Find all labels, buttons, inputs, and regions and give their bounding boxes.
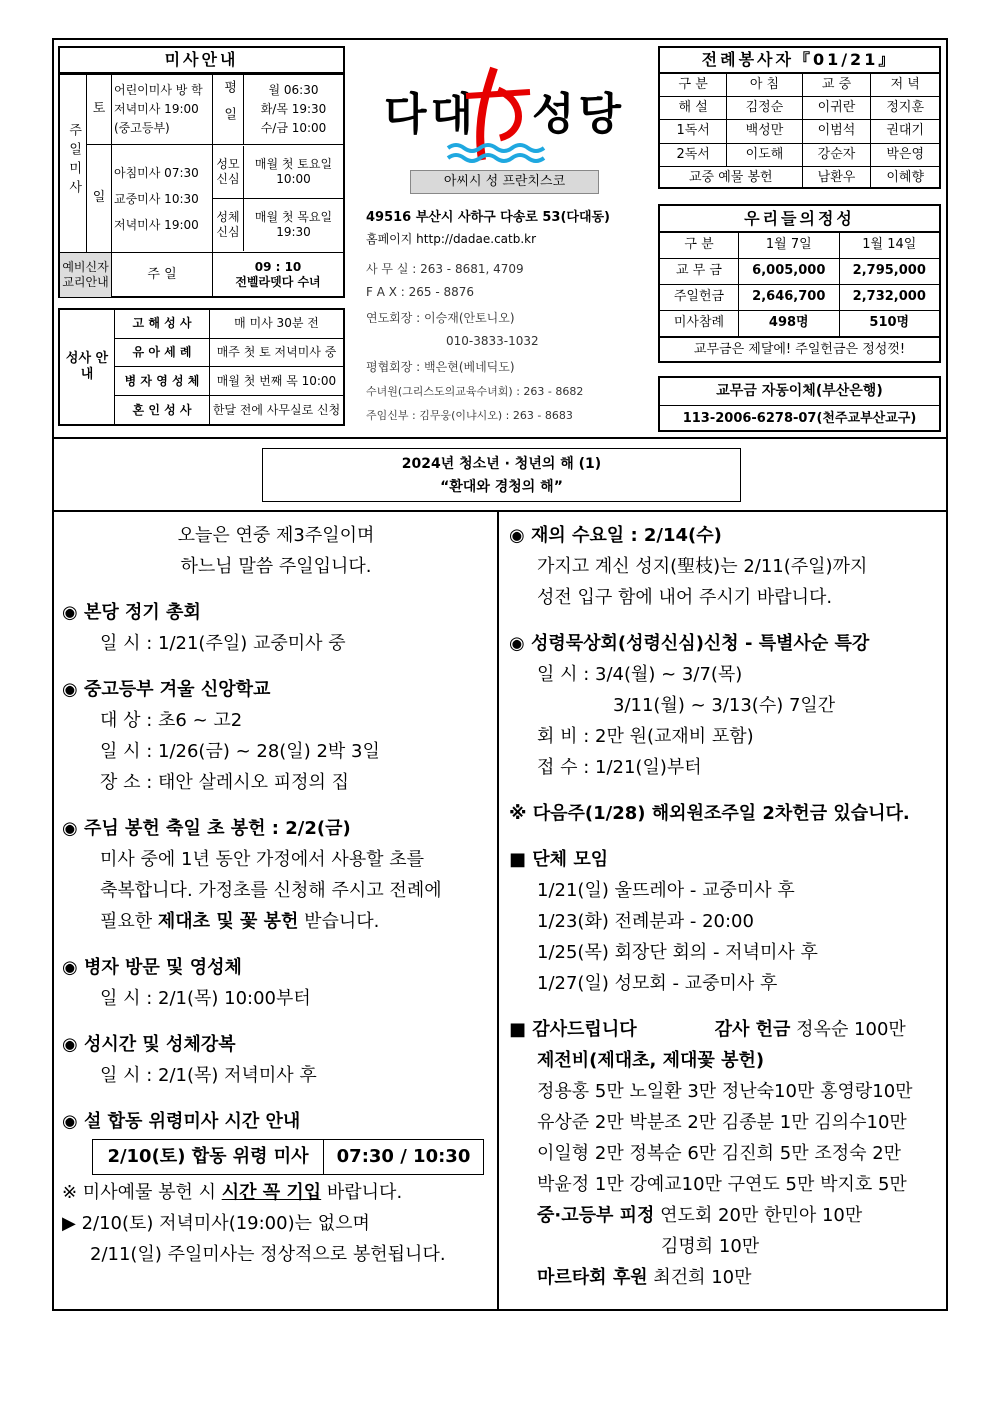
servers-cell: 이도해 [727,143,802,166]
finance-header: 1월 14일 [839,233,939,258]
notice-line: 대 상 : 초6 ~ 고2 [100,710,243,731]
sun-masses: 아침미사 07:30 교중미사 10:30 저녁미사 19:00 [112,145,213,253]
notice-title: ◉ 성령묵상회(성령신심)신청 - 특별사순 특강 [509,633,870,654]
parish-convent: 수녀원(그리스도의교육수녀회) : 263 - 8682 [366,385,584,398]
servers-cell: 김정순 [727,97,802,120]
servers-cell: 해 설 [660,97,727,120]
notice-line: 축복합니다. 가정초를 신청해 주시고 전례에 [100,880,442,901]
sat-label: 토 [87,75,112,145]
weekday-label: 평일 [213,75,244,145]
sacrament-name: 병 자 영 성 체 [115,367,210,396]
sacrament-name: 혼 인 성 사 [115,396,210,424]
notice-line: 일 시 : 1/26(금) ~ 28(일) 2박 3일 [100,741,380,762]
finance-cell: 498명 [739,310,840,336]
notice-line: 회 비 : 2만 원(교재비 포함) [537,726,754,747]
notice-line: 필요한 제대초 및 꽃 봉헌 받습니다. [100,911,380,932]
notice-title: ◉ 본당 정기 총회 [62,602,201,623]
parish-name-left: 다대 [384,89,478,140]
notice-title: ◉ 설 합동 위령미사 시간 안내 [62,1111,301,1132]
finance-cell: 교 무 금 [660,258,739,284]
finance-header: 1월 7일 [739,233,840,258]
parish-fax: F A X : 265 - 8876 [366,285,475,299]
banner-line1: 2024년 청소년 · 청년의 해 (1) [401,456,602,472]
notice-line: 3/11(월) ~ 3/13(수) 7일간 [613,695,836,716]
finance-cell: 2,732,000 [839,284,939,310]
sacraments-table [60,310,343,424]
sacrament-desc: 매주 첫 토 저녁미사 중 [210,338,344,367]
theme-banner [262,448,741,502]
list-item: 1/25(목) 회장단 회의 - 저녁미사 후 [537,942,818,963]
sacrament-desc: 매월 첫 번째 목 10:00 [210,367,344,396]
notice-line: 2/11(일) 주일미사는 정상적으로 봉헌됩니다. [90,1244,446,1265]
transfer-title: 교무금 자동이체(부산은행) [660,378,939,406]
finance-cell: 510명 [839,310,939,336]
parish-homepage: 홈페이지 http://dadae.catb.kr [366,232,537,246]
parish-logo-icon [446,62,546,170]
holy-devotion: 성체신심 매월 첫 목요일 19:30 [213,199,343,251]
thanks-line: 마르타회 후원 최건희 10만 [537,1267,752,1288]
finance-cell: 미사참례 [660,310,739,336]
finance-cell: 6,005,000 [739,258,840,284]
catechumen-day: 주 일 [112,253,213,297]
servers-title: 전례봉사자『01/21』 [660,48,939,74]
sacrament-desc: 매 미사 30분 전 [210,310,344,338]
notice-line: 일 시 : 2/1(목) 저녁미사 후 [100,1065,317,1086]
mass-table [60,74,343,297]
parish-name-right: 성당 [532,89,626,140]
catechumen-info: 09 : 10 전벨라뎃다 수녀 [213,253,344,297]
thanks-line: 중·고등부 피정 연도회 20만 한민아 10만 [537,1205,863,1226]
notice-line: 일 시 : 1/21(주일) 교중미사 중 [100,633,346,654]
memorial-mass-box [92,1139,484,1175]
notice-title: ◉ 병자 방문 및 영성체 [62,957,242,978]
servers-cell: 1독서 [660,120,727,143]
sacrament-desc: 한달 전에 사무실로 신청 [210,396,344,424]
left-column [62,520,490,1270]
mass-info-box [58,46,345,298]
notice-line: 장 소 : 태안 살레시오 피정의 집 [100,772,350,793]
transfer-account: 113-2006-6278-07(천주교부산교구) [682,411,917,426]
finance-note: 교무금은 제달에! 주일헌금은 정성껏! [660,337,939,362]
thanks-subtitle: 제전비(제대초, 제대꽃 봉헌) [537,1050,765,1071]
thanks-line: 유상준 2만 박분조 2만 김종분 1만 김의수10만 [537,1112,907,1133]
divider-banner [52,510,948,512]
intro-line: 오늘은 연중 제3주일이며 [177,525,375,546]
parish-chair-phone: 010-3833-1032 [446,334,539,348]
devotion-cell [213,145,344,253]
servers-box [658,46,941,189]
servers-cell: 이귀란 [802,97,871,120]
notice-line: 성전 입구 함에 내어 주시기 바랍니다. [537,587,833,608]
notice-line: 접 수 : 1/21(일)부터 [537,757,702,778]
memorial-mass-label: 2/10(토) 합동 위령 미사 [93,1140,324,1174]
finance-title: 우리들의정성 [660,206,939,233]
notice-title: ◉ 중고등부 겨울 신앙학교 [62,679,271,700]
list-item: 1/21(일) 울뜨레아 - 교중미사 후 [537,880,795,901]
sat-masses: 어린이미사 방 학 저녁미사 19:00 (중고등부) [112,75,213,145]
divider-top [52,437,948,439]
thanks-header: ■ 감사드립니다 감사 헌금 정옥순 100만 [509,1019,906,1040]
mass-info-title: 미사안내 [60,48,343,74]
sacrament-name: 고 해 성 사 [115,310,210,338]
right-column [509,520,941,1293]
thanks-line: 정용홍 5만 노일환 3만 정난숙10만 홍영랑10만 [537,1081,913,1102]
parish-pastor: 주임신부 : 김무웅(이냐시오) : 263 - 8683 [366,409,573,422]
servers-table [660,74,939,189]
notice-line: 가지고 계신 성지(聖枝)는 2/11(주일)까지 [537,556,868,577]
notice-line: 일 시 : 2/1(목) 10:00부터 [100,988,311,1009]
sacrament-name: 유 아 세 례 [115,338,210,367]
servers-cell: 남환우 [802,166,871,189]
memorial-mass-time: 07:30 / 10:30 [336,1146,471,1167]
notice-title: ◉ 성시간 및 성체강복 [62,1034,236,1055]
notice-line: 일 시 : 3/4(월) ~ 3/7(목) [537,664,743,685]
servers-offering-label: 교중 예물 봉헌 [660,166,802,189]
parish-council: 평협회장 : 백은현(베네딕도) [366,360,515,374]
patron-label: 아씨시 성 프란치스코 [410,170,599,194]
finance-cell: 2,795,000 [839,258,939,284]
finance-cell: 주일헌금 [660,284,739,310]
servers-cell: 정지훈 [871,97,939,120]
finance-box [658,204,941,363]
servers-header: 저 녁 [871,74,939,97]
servers-cell: 백성만 [727,120,802,143]
finance-cell: 2,646,700 [739,284,840,310]
servers-header: 교 중 [802,74,871,97]
banner-line2: “환대와 경청의 해” [440,479,563,495]
servers-cell: 권대기 [871,120,939,143]
list-item: 1/23(화) 전례분과 - 20:00 [537,911,754,932]
weekday-times: 월 06:30 화/목 19:30 수/금 10:00 [244,75,344,145]
notice-title: ※ 다음주(1/28) 해외원조주일 2차헌금 있습니다. [509,803,910,824]
parish-office: 사 무 실 : 263 - 8681, 4709 [366,262,524,276]
parish-chair: 연도회장 : 이승재(안토니오) [366,311,515,325]
parish-address: 49516 부산시 사하구 다송로 53(다대동) [366,210,611,225]
thanks-line: 김명희 10만 [661,1236,760,1257]
catechumen-label: 예비신자 교리안내 [60,253,112,297]
sunday-mass-label: 주일미사 [60,75,87,253]
notice-line: ※ 미사예물 봉헌 시 시간 꼭 기입 바랍니다. [62,1182,403,1203]
heart-devotion: 성모신심 매월 첫 토요일 10:00 [213,146,343,199]
sacraments-box [58,308,345,426]
notice-title: ■ 단체 모임 [509,849,609,870]
transfer-box [658,376,941,432]
intro-line: 하느님 말씀 주일입니다. [180,556,372,577]
servers-cell: 강순자 [802,143,871,166]
servers-header: 구 분 [660,74,727,97]
servers-cell: 박은영 [871,143,939,166]
thanks-line: 이일형 2만 정복순 6만 김진희 5만 조정숙 2만 [537,1143,902,1164]
sacraments-label: 성사 안내 [60,310,115,424]
servers-cell: 이혜향 [871,166,939,189]
servers-cell: 2독서 [660,143,727,166]
notice-line: ▶ 2/10(토) 저녁미사(19:00)는 없으며 [62,1213,370,1234]
thanks-line: 박윤정 1만 강예교10만 구연도 5만 박지호 5만 [537,1174,907,1195]
servers-cell: 이범석 [802,120,871,143]
divider-columns [497,510,499,1311]
finance-header: 구 분 [660,233,739,258]
servers-header: 아 침 [727,74,802,97]
notice-title: ◉ 주님 봉헌 축일 초 봉헌 : 2/2(금) [62,818,351,839]
sun-label: 일 [87,145,112,253]
notice-title: ◉ 재의 수요일 : 2/14(수) [509,525,722,546]
finance-table [660,233,939,337]
notice-line: 미사 중에 1년 동안 가정에서 사용할 초를 [100,849,424,870]
list-item: 1/27(일) 성모회 - 교중미사 후 [537,973,778,994]
